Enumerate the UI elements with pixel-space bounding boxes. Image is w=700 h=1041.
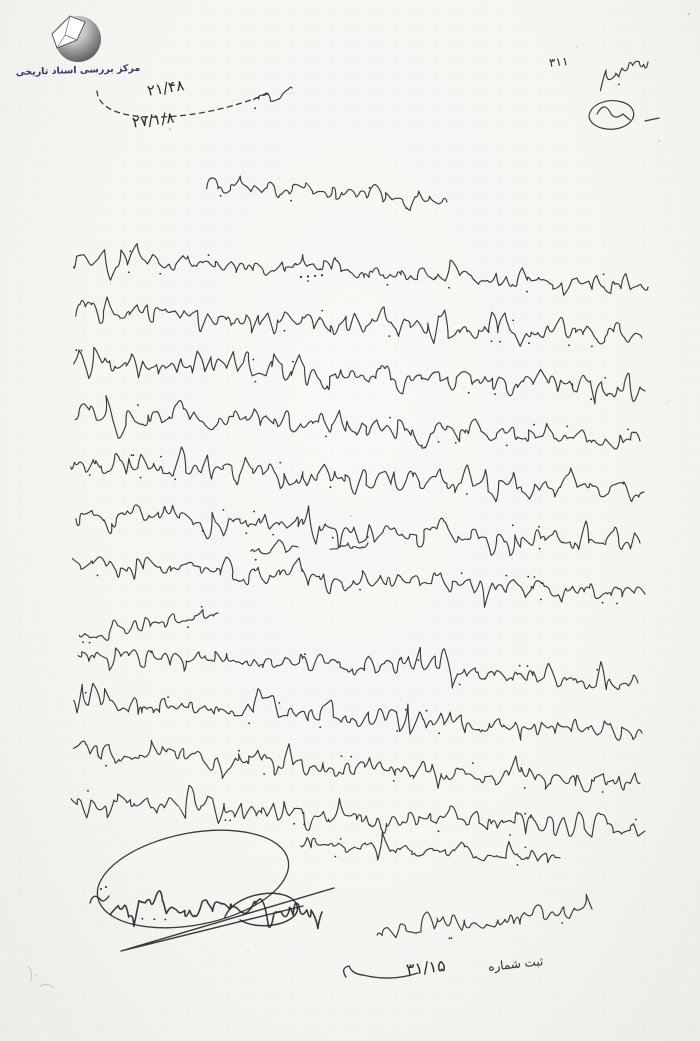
handwritten-number-top-right: ۳۱۱ bbox=[548, 54, 569, 70]
signature-oval bbox=[89, 815, 297, 942]
handwritten-urgency-mark bbox=[254, 87, 292, 109]
handwritten-receiver-line bbox=[377, 894, 592, 939]
handwritten-addressee-line bbox=[207, 176, 447, 210]
handwritten-body1-line-5 bbox=[71, 447, 644, 502]
dashed-underline-stroke bbox=[97, 91, 272, 117]
annotation-dash bbox=[645, 118, 659, 121]
register-flourish-stroke bbox=[344, 966, 418, 978]
handwritten-body2-line-1 bbox=[78, 641, 638, 689]
handwritten-body2-line-4 bbox=[71, 785, 645, 837]
signature-flourish bbox=[89, 815, 334, 951]
handwritten-superscript-word-2 bbox=[330, 536, 368, 549]
circled-annotation-scribble bbox=[589, 101, 659, 130]
handwritten-body1-line-4 bbox=[75, 396, 640, 449]
pencil-mark-path bbox=[28, 966, 54, 988]
archive-stamp-caption: مرکز بررسی اسناد تاریخی bbox=[15, 62, 141, 79]
signature-diagonal-stroke bbox=[121, 888, 334, 951]
annotation-word-scribble bbox=[597, 107, 630, 120]
register-flourish-path bbox=[344, 966, 418, 978]
pencil-marks bbox=[28, 966, 54, 988]
handwritten-body1-line-7 bbox=[72, 557, 645, 607]
handwritten-body1-line-3 bbox=[74, 347, 645, 403]
handwritten-top-right-scribble bbox=[600, 61, 648, 90]
handwritten-number-upper: ۲۱/۴۸ bbox=[145, 76, 186, 100]
handwritten-superscript-word-1 bbox=[251, 540, 298, 560]
handwritten-body2-line-3 bbox=[73, 740, 640, 792]
scan-speckles bbox=[35, 13, 690, 976]
handwritten-body1-line-1 bbox=[74, 244, 648, 296]
register-number: ۳۱/۱۵ bbox=[405, 955, 447, 980]
handwritten-body1-line-2 bbox=[76, 297, 642, 347]
dashed-swoosh-path bbox=[97, 91, 272, 117]
handwritten-number-lower: ۲۷/۱/۸ bbox=[131, 108, 176, 132]
ellipsis-dots bbox=[300, 274, 323, 278]
handwritten-body1-last-line bbox=[80, 606, 219, 640]
handwritten-body2-line-2 bbox=[74, 683, 642, 740]
register-label: ثبت شماره bbox=[487, 954, 544, 974]
handwritten-body2-last-line bbox=[301, 832, 560, 865]
